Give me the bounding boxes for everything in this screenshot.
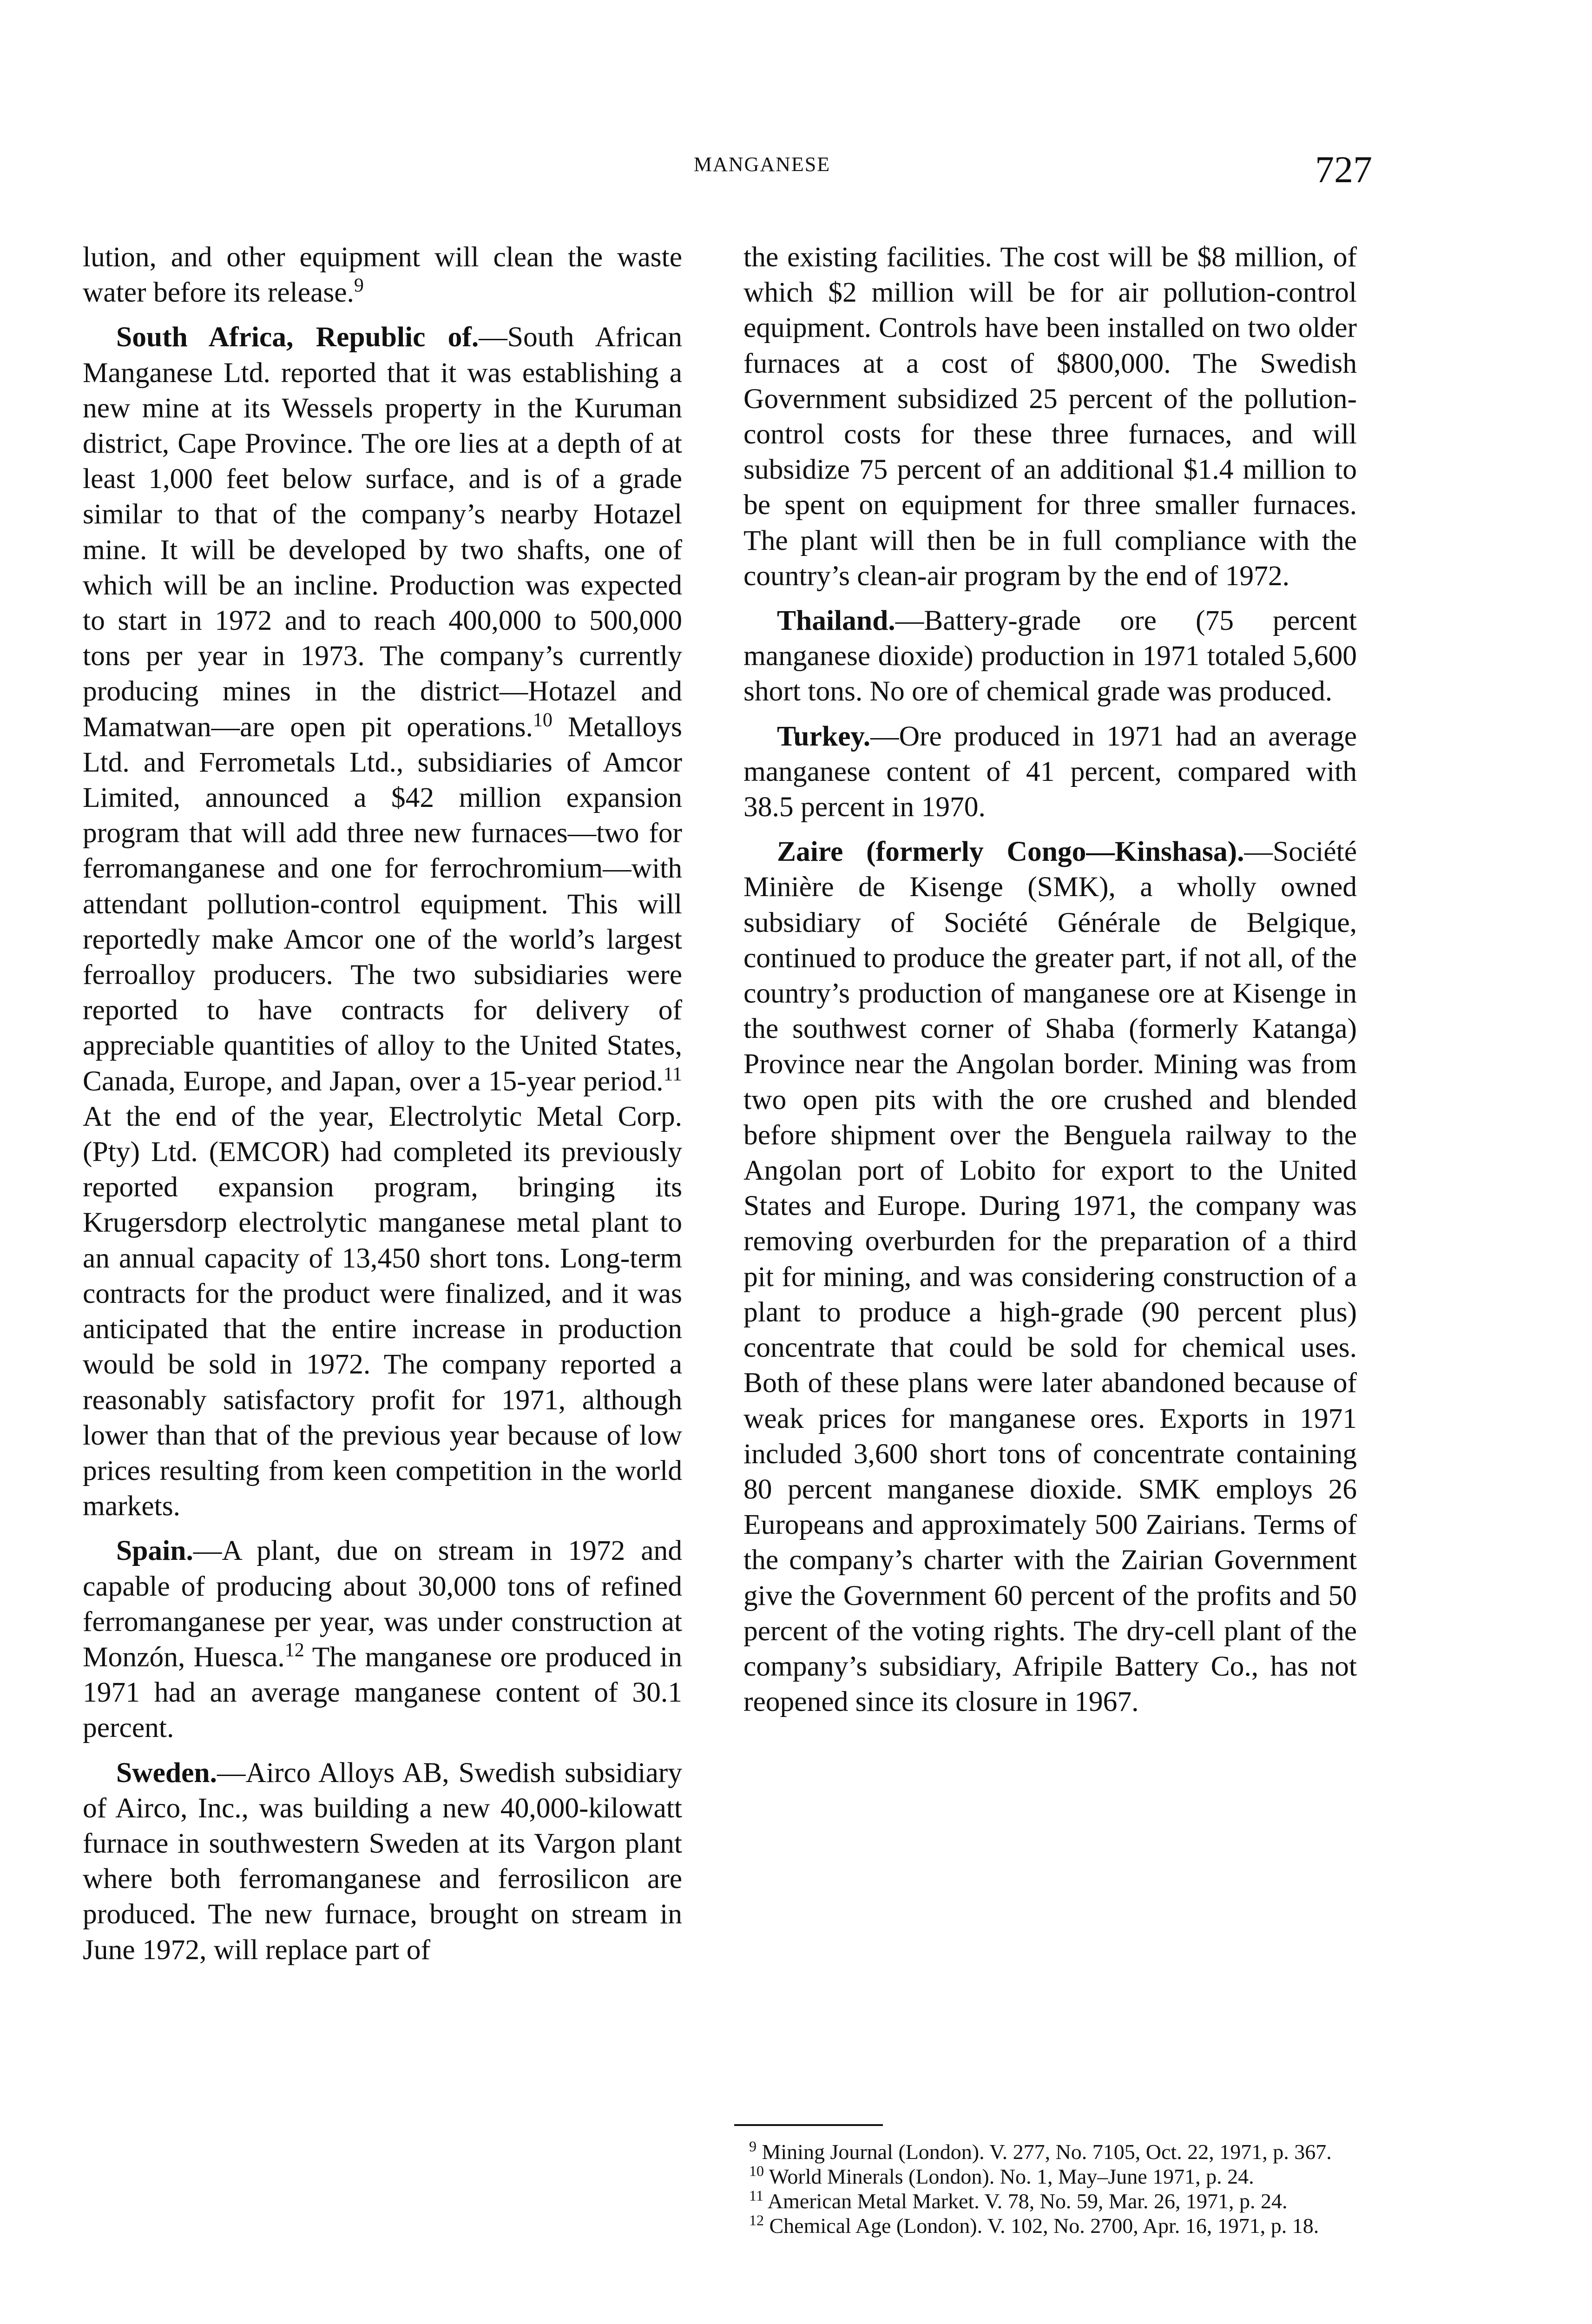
paragraph-turkey [743, 719, 1357, 825]
footnote-ref-11: 11 [663, 1063, 682, 1085]
paragraph-text: At the end of the year, Electrolytic Metal Corp. (Pty) Ltd. (EMCOR) had completed its previously reported expansion program, bringing its Krugersdorp electrolytic manganese metal plant to an annual capacity of 13,450 short tons. Long-term contracts for the product were finalized, and it was anticipated that the entire increase in production would be sold in 1972. The company reported a reasonably satisfactory profit for 1971, although lower than that of the previous year because of low prices resulting from keen competition in the world markets. [83, 1100, 682, 1522]
footnotes [734, 2140, 1357, 2239]
footnote-ref-9: 9 [354, 275, 364, 297]
right-column [743, 239, 1357, 1729]
footnote-mark: 12 [749, 2212, 764, 2229]
paragraph-text: —Airco Alloys AB, Swedish subsidiary of Airco, Inc., was building a new 40,000-kilowatt furnace in southwestern Sweden at its Vargon plant where both ferromanganese and ferrosilicon are produced. The new furnace, brought on stream in June 1972, will replace part of [83, 1756, 682, 1966]
left-column [83, 239, 682, 1977]
paragraph-text: —Société Minière de Kisenge (SMK), a wholly owned subsidiary of Société Générale de Belgique, continued to produce the greater part, if not all, of the country’s production of manganese ore at Kisenge in the southwest corner of Shaba (formerly Katanga) Province near the Angolan border. Mining was from two open pits with the ore crushed and blended before shipment over the Benguela railway to the Angolan port of Lobito for export to the United States and Europe. During 1971, the company was removing overburden for the preparation of a third pit for mining, and was considering construction of a plant to produce a high-grade (90 percent plus) concentrate that could be sold for chemical uses. Both of these plans were later abandoned because of weak prices for manganese ores. Exports in 1971 included 3,600 short tons of concentrate containing 80 percent manganese dioxide. SMK employs 26 Europeans and approximately 500 Zairians. Terms of the company’s charter with the Zairian Government give the Government 60 percent of the profits and 50 percent of the voting rights. The dry-cell plant of the company’s subsidiary, Afripile Battery Co., has not reopened since its closure in 1967. [743, 836, 1357, 1718]
footnote-10 [734, 2162, 1357, 2188]
running-title: MANGANESE [693, 153, 831, 176]
footnote-text: American Metal Market. V. 78, No. 59, Mar. 26, 1971, p. 24. [763, 2189, 1288, 2213]
footnote-text: Chemical Age (London). V. 102, No. 2700, Apr. 16, 1971, p. 18. [764, 2214, 1319, 2238]
paragraph-zaire [743, 834, 1357, 1719]
section-heading-spain: Spain. [116, 1535, 193, 1567]
paragraph-text: the existing facilities. The cost will be $8 million, of which $2 million will be for air pollution-control equipment. Controls have been installed on two older furnaces at a cost of $800,000. The Swedish Government subsidized 25 percent of the pollution-control costs for these three furnaces, and will subsidize 75 percent of an additional $1.4 million to be spent on equipment for three smaller furnaces. The plant will then be in full compliance with the country’s clean-air program by the end of 1972. [743, 241, 1357, 592]
footnote-mark: 9 [749, 2138, 757, 2155]
section-heading-turkey: Turkey. [777, 720, 871, 752]
footnote-divider [734, 2124, 883, 2126]
footnote-9 [734, 2140, 1357, 2163]
footnote-mark: 11 [749, 2187, 763, 2204]
paragraph-text: —South African Manganese Ltd. reported that it was establishing a new mine at its Wessels property in the Kuruman district, Cape Province. The ore lies at a depth of at least 1,000 feet below surface, and is of a grade similar to that of the company’s nearby Hotazel mine. It will be developed by two shafts, one of which will be an incline. Production was expected to start in 1972 and to reach 400,000 to 500,000 tons per year in 1973. The company’s currently producing mines in the district—Hotazel and Mamatwan—are open pit operations. [83, 321, 682, 743]
footnote-11 [734, 2187, 1357, 2213]
section-heading-south-africa: South Africa, Republic of. [116, 321, 479, 353]
footnote-ref-12: 12 [284, 1639, 304, 1661]
paragraph-text: Metalloys Ltd. and Ferrometals Ltd., subsidiaries of Amcor Limited, announced a $42 million expansion program that will add three new furnaces—two for ferromanganese and one for ferrochromium—with attendant pollution-control equipment. This will reportedly make Amcor one of the world’s largest ferroalloy producers. The two subsidiaries were reported to have contracts for delivery of appreciable quantities of alloy to the United States, Canada, Europe, and Japan, over a 15-year period. [83, 711, 682, 1097]
paragraph-thailand [743, 603, 1357, 709]
paragraph-sweden [83, 1755, 682, 1967]
footnote-12 [734, 2214, 1357, 2237]
paragraph-text: —Battery-grade ore (75 percent manganese dioxide) production in 1971 totaled 5,600 short tons. No ore of chemical grade was produced. [743, 605, 1357, 707]
section-heading-zaire: Zaire (formerly Congo—Kinshasa). [777, 836, 1244, 868]
footnote-text: World Minerals (London). No. 1, May–June 1971, p. 24. [764, 2165, 1254, 2188]
page-header [0, 148, 1592, 213]
page-number: 727 [1315, 148, 1372, 191]
paragraph-continued [83, 239, 682, 310]
section-heading-sweden: Sweden. [116, 1756, 217, 1789]
footnote-mark: 10 [749, 2162, 764, 2179]
footnote-text: Mining Journal (London). V. 277, No. 7105, Oct. 22, 1971, p. 367. [757, 2140, 1332, 2164]
paragraph-text: —Ore produced in 1971 had an average manganese content of 41 percent, compared with 38.5 percent in 1970. [743, 720, 1357, 823]
paragraph-text: The manganese ore produced in 1971 had an average manganese content of 30.1 percent. [83, 1641, 682, 1744]
paragraph-text: lution, and other equipment will clean the waste water before its release. [83, 241, 682, 309]
footnote-ref-10: 10 [533, 709, 553, 731]
paragraph-south-africa [83, 319, 682, 1524]
paragraph-spain [83, 1533, 682, 1745]
paragraph-continued [743, 239, 1357, 594]
section-heading-thailand: Thailand. [777, 605, 895, 637]
paragraph-text: —A plant, due on stream in 1972 and capable of producing about 30,000 tons of refined ferromanganese per year, was under construction at Monzón, Huesca. [83, 1535, 682, 1673]
